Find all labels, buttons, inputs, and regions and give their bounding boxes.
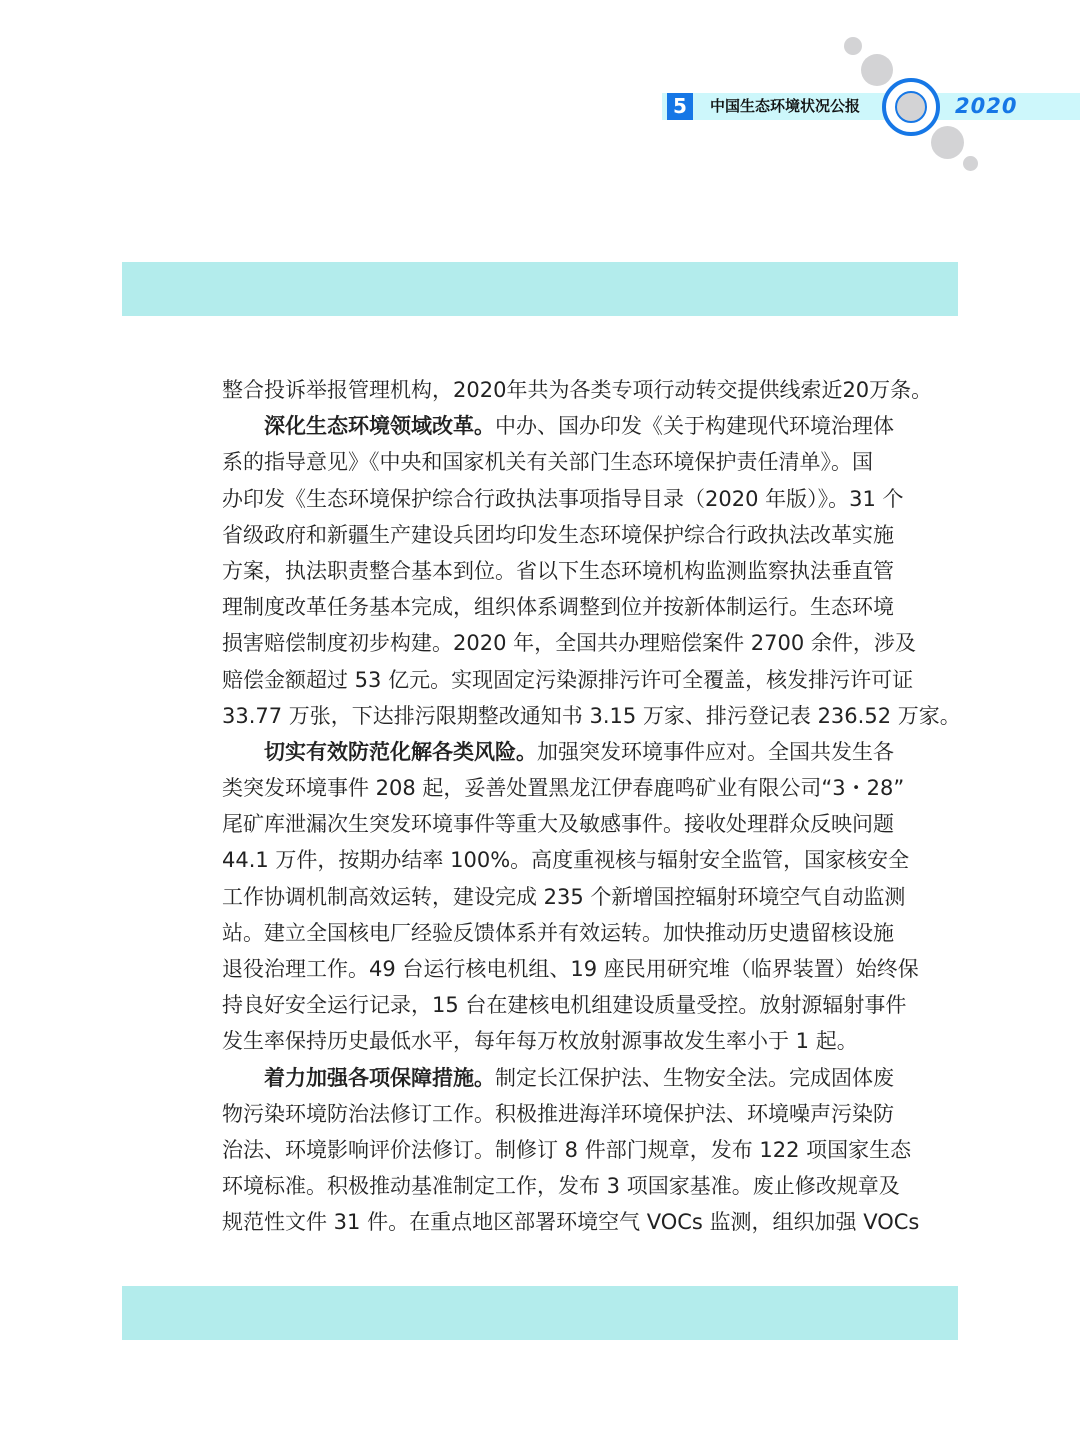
paragraph-lead: 着力加强各项保障措施。 bbox=[264, 1065, 495, 1090]
body-text bbox=[222, 372, 961, 1241]
line-text: 类突发环境事件 208 起，妥善处置黑龙江伊春鹿鸣矿业有限公司“3・28” bbox=[222, 776, 905, 801]
line-text: 赔偿金额超过 53 亿元。实现固定污染源排污许可全覆盖，核发排污许可证 bbox=[222, 667, 914, 692]
text-line bbox=[222, 915, 894, 951]
running-header-title: 中国生态环境状况公报 bbox=[710, 97, 861, 115]
line-text: 44.1 万件，按期办结率 100%。高度重视核与辐射安全监管，国家核安全 bbox=[222, 848, 910, 873]
line-text: 站。建立全国核电厂经验反馈体系并有效运转。加快推动历史遗留核设施 bbox=[222, 920, 894, 945]
text-line bbox=[222, 987, 907, 1023]
text-line bbox=[222, 1060, 894, 1096]
paragraph-lead: 深化生态环境领域改革。 bbox=[264, 414, 495, 439]
line-text: 持良好安全运行记录，15 台在建核电机组建设质量受控。放射源辐射事件 bbox=[222, 993, 907, 1018]
decorative-dot bbox=[931, 126, 964, 159]
paragraph-lead: 切实有效防范化解各类风险。 bbox=[264, 739, 537, 764]
text-line bbox=[222, 1132, 912, 1168]
text-line bbox=[222, 806, 894, 842]
text-line bbox=[222, 589, 894, 625]
decorative-dot bbox=[844, 37, 862, 55]
chapter-number: 5 bbox=[667, 93, 693, 120]
text-line bbox=[222, 1204, 920, 1240]
text-line bbox=[222, 734, 894, 770]
line-text: 省级政府和新疆生产建设兵团均印发生态环境保护综合行政执法改革实施 bbox=[222, 522, 894, 547]
text-line bbox=[222, 553, 894, 589]
line-text: 发生率保持历史最低水平，每年每万枚放射源事故发生率小于 1 起。 bbox=[222, 1029, 858, 1054]
line-text: 环境标准。积极推动基准制定工作，发布 3 项国家基准。废止修改规章及 bbox=[222, 1174, 900, 1199]
line-text: 整合投诉举报管理机构，2020年共为各类专项行动转交提供线索近20万条。 bbox=[222, 378, 933, 402]
line-text: 损害赔偿制度初步构建。2020 年，全国共办理赔偿案件 2700 余件，涉及 bbox=[222, 631, 916, 656]
line-text: 中办、国办印发《关于构建现代环境治理体 bbox=[495, 414, 894, 439]
decorative-dot bbox=[963, 156, 978, 171]
line-text: 办印发《生态环境保护综合行政执法事项指导目录（2020 年版）》。31 个 bbox=[222, 486, 904, 511]
line-text: 理制度改革任务基本完成，组织体系调整到位并按新体制运行。生态环境 bbox=[222, 595, 894, 620]
text-line bbox=[222, 625, 916, 661]
circle-emblem-icon bbox=[882, 78, 940, 136]
text-line bbox=[222, 698, 961, 734]
text-line bbox=[222, 517, 894, 553]
text-line bbox=[222, 481, 904, 517]
line-text: 退役治理工作。49 台运行核电机组、19 座民用研究堆（临界装置）始终保 bbox=[222, 957, 919, 981]
line-text: 33.77 万张，下达排污限期整改通知书 3.15 万家、排污登记表 236.52 万家。 bbox=[222, 703, 961, 728]
text-line bbox=[222, 372, 933, 408]
top-decorative-bar bbox=[122, 262, 958, 316]
bottom-decorative-bar bbox=[122, 1286, 958, 1340]
line-text: 加强突发环境事件应对。全国共发生各 bbox=[537, 739, 894, 764]
header-year: 2020 bbox=[955, 94, 1018, 118]
line-text: 尾矿库泄漏次生突发环境事件等重大及敏感事件。接收处理群众反映问题 bbox=[222, 812, 894, 837]
line-text: 治法、环境影响评价法修订。制修订 8 件部门规章，发布 122 项国家生态 bbox=[222, 1137, 912, 1162]
text-line bbox=[222, 408, 894, 444]
line-text: 方案，执法职责整合基本到位。省以下生态环境机构监测监察执法垂直管 bbox=[222, 558, 894, 583]
decorative-dot bbox=[861, 54, 893, 86]
line-text: 工作协调机制高效运转，建设完成 235 个新增国控辐射环境空气自动监测 bbox=[222, 884, 906, 909]
line-text: 制定长江保护法、生物安全法。完成固体废 bbox=[495, 1065, 894, 1090]
text-line bbox=[222, 879, 906, 915]
text-line bbox=[222, 444, 873, 480]
text-line bbox=[222, 770, 905, 806]
text-line bbox=[222, 1168, 900, 1204]
text-line bbox=[222, 662, 914, 698]
text-line bbox=[222, 951, 919, 987]
text-line bbox=[222, 842, 910, 878]
line-text: 规范性文件 31 件。在重点地区部署环境空气 VOCs 监测，组织加强 VOCs bbox=[222, 1210, 920, 1235]
text-line bbox=[222, 1096, 894, 1132]
line-text: 系的指导意见》《中央和国家机关有关部门生态环境保护责任清单》。国 bbox=[222, 450, 873, 475]
text-line bbox=[222, 1023, 858, 1059]
line-text: 物污染环境防治法修订工作。积极推进海洋环境保护法、环境噪声污染防 bbox=[222, 1101, 894, 1126]
